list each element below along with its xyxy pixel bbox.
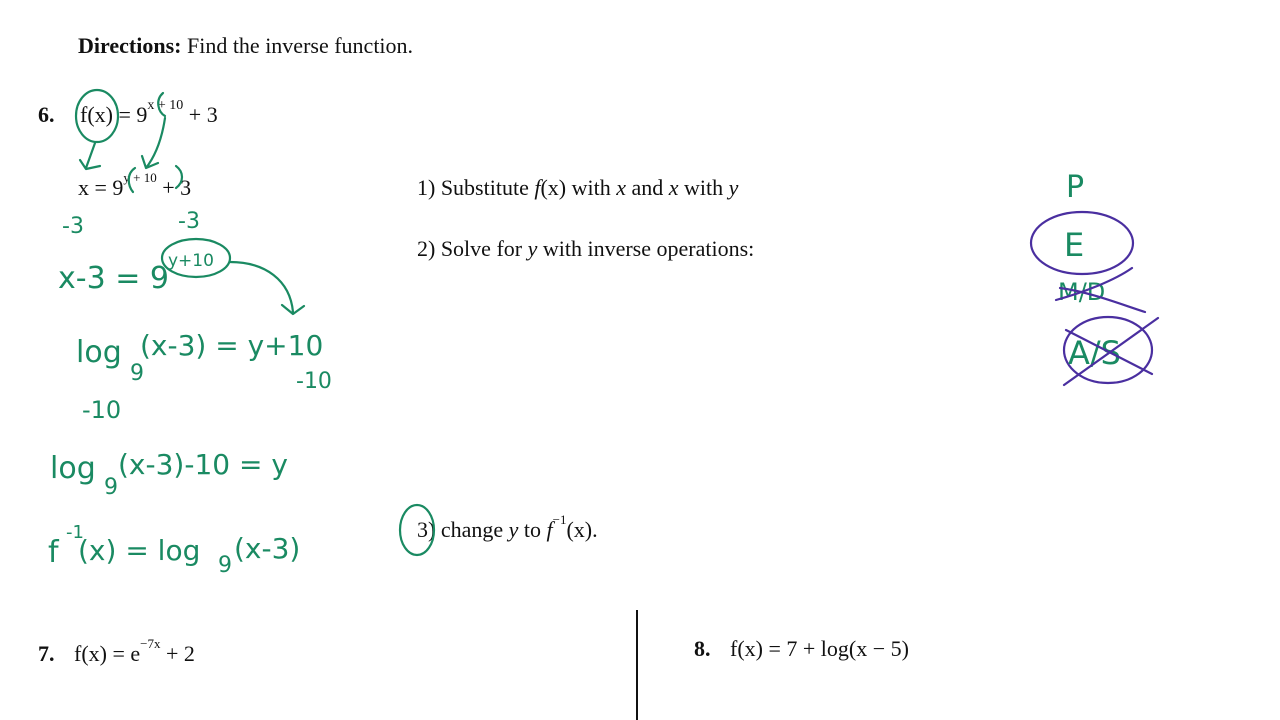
step-1: [417, 175, 738, 201]
hw-pemdas-e: E: [1064, 226, 1085, 264]
swapped-exponent: y + 10: [123, 170, 157, 185]
hw-solved-base: 9: [104, 475, 118, 500]
problem6-number: [38, 102, 55, 128]
step3-f: f: [546, 517, 553, 542]
hw-final-base: 9: [218, 553, 232, 578]
hw-pemdas-as: A/S: [1068, 334, 1121, 372]
hw-log: log: [76, 335, 122, 370]
hw-minus3-right: -3: [178, 209, 200, 234]
circle-pemdas-as: [1064, 317, 1152, 383]
step1-f: f: [534, 175, 541, 200]
problem8: [694, 636, 909, 662]
hw-final-arg: (x-3): [234, 532, 301, 565]
step1-with2: with: [684, 175, 724, 200]
step1-and: and: [631, 175, 664, 200]
directions-text: Find the inverse function.: [186, 33, 414, 58]
step2-prefix: 2) Solve for: [417, 236, 523, 261]
problem6-tail: + 3: [188, 102, 218, 127]
cross-md: [1056, 268, 1145, 312]
arrow-to-log: [230, 262, 304, 314]
hw-line3-exp: y+10: [168, 251, 214, 271]
problem6-number-text: 6.: [38, 102, 55, 127]
step-2: [417, 236, 754, 262]
problem8-number: 8.: [694, 636, 711, 661]
step3-sup: −1: [552, 512, 567, 527]
cross-as: [1064, 318, 1158, 385]
problem7: [38, 636, 195, 667]
swapped-tail: + 3: [162, 175, 192, 200]
hw-final-sup: -1: [66, 522, 84, 543]
problem6-fx: f(x) = 9: [80, 102, 148, 127]
hw-final-f: f: [48, 535, 59, 570]
step-3: [417, 512, 598, 543]
circle-pemdas-e: [1031, 212, 1133, 274]
step1-x: x: [616, 175, 627, 200]
arrow-fx-down: [80, 143, 100, 169]
step1-y: y: [728, 175, 739, 200]
step3-prefix: 3) change: [417, 517, 504, 542]
step1-fx-arg: (x): [540, 175, 567, 200]
hw-minus10-left: -10: [82, 396, 122, 424]
directions-label: Directions:: [78, 33, 182, 58]
step2-y: y: [527, 236, 538, 261]
directions-line: [78, 33, 413, 59]
problem7-exponent: −7x: [140, 636, 161, 651]
hw-solved-log: log: [50, 451, 96, 486]
problem8-fx: f(x) = 7 + log(x − 5): [730, 636, 909, 661]
step3-to: to: [523, 517, 542, 542]
hw-log-base: 9: [130, 361, 144, 386]
hw-line3: x-3 = 9: [58, 261, 169, 296]
hw-solved-rest: (x-3)-10 = y: [118, 448, 288, 481]
circle-exponent: [162, 239, 230, 277]
step1-x2: x: [668, 175, 679, 200]
step1-with: with: [571, 175, 611, 200]
step3-arg: (x).: [566, 517, 598, 542]
problem7-fx: f(x) = e: [74, 641, 141, 666]
problem6-exponent: x + 10: [147, 98, 184, 113]
step2-suffix: with inverse operations:: [542, 236, 755, 261]
step3-y: y: [508, 517, 519, 542]
hw-minus3-left: -3: [62, 214, 84, 239]
column-divider: [636, 610, 638, 720]
hw-final-rest: (x) = log: [78, 534, 201, 567]
step1-prefix: 1) Substitute: [417, 175, 529, 200]
hw-log-rest: (x-3) = y+10: [140, 329, 324, 362]
hw-pemdas-md: M/D: [1058, 278, 1106, 306]
problem6-function: [80, 98, 218, 128]
problem7-tail: + 2: [166, 641, 195, 666]
problem7-number: 7.: [38, 641, 55, 666]
hw-minus10-right: -10: [296, 369, 332, 394]
swapped-lhs: x = 9: [78, 175, 124, 200]
hw-pemdas-p: P: [1066, 170, 1085, 205]
problem6-swapped: [78, 170, 192, 201]
